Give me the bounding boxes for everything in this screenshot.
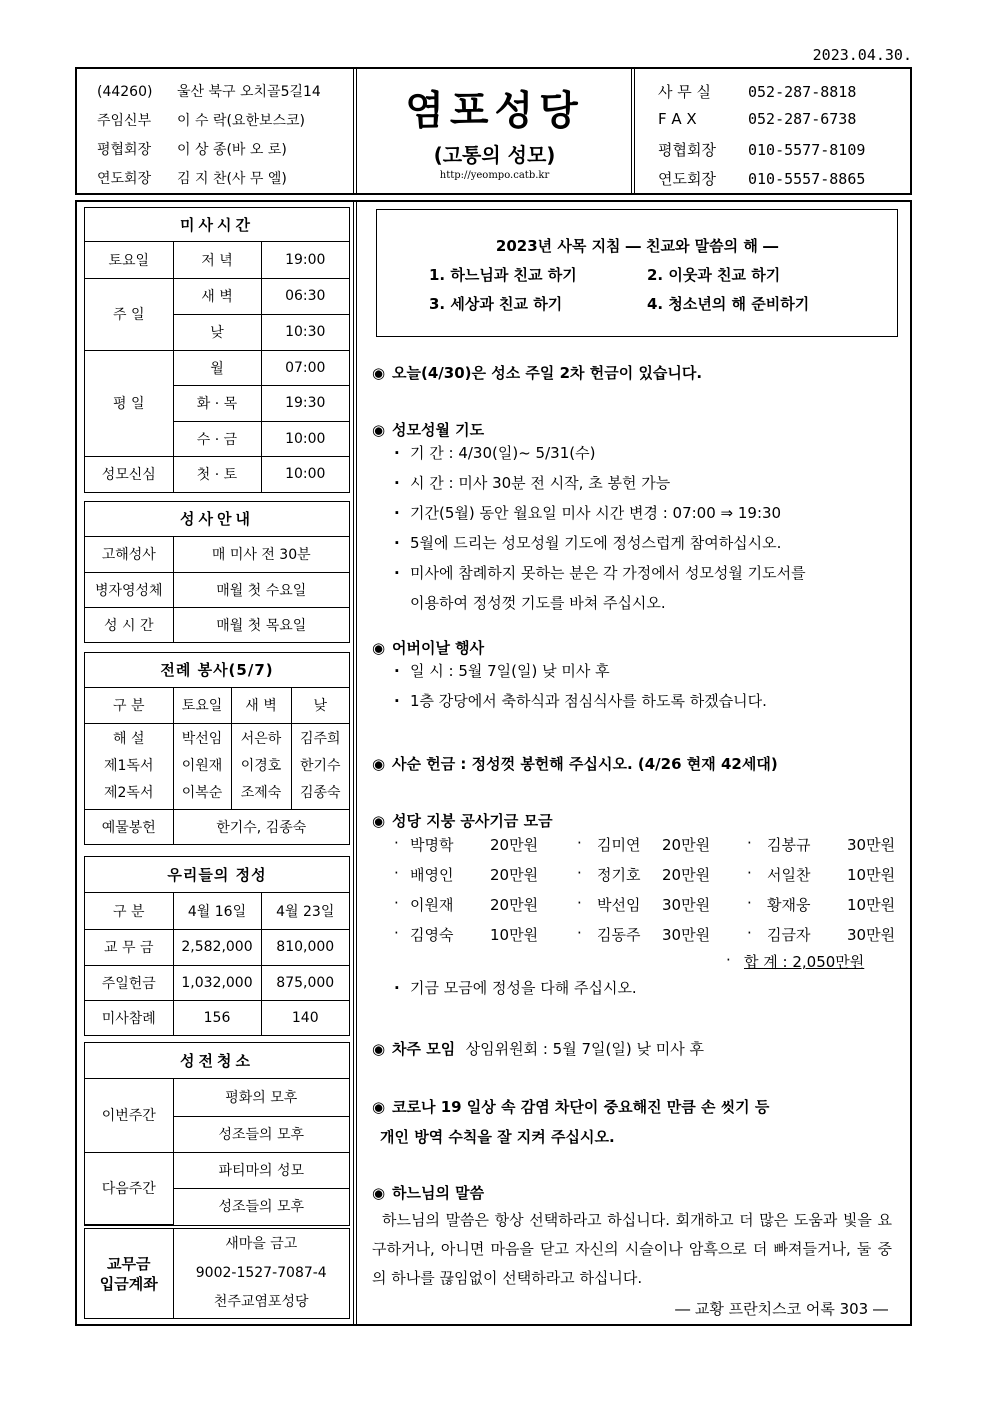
notice-lent-offering: ◉ 사순 헌금 : 정성껏 봉헌해 주십시오. (4/26 현재 42세대) [372, 755, 778, 773]
bullet-icon: ◉ [372, 421, 386, 439]
pastoral-directive-box [376, 209, 898, 337]
table-row: 미사참례 156 140 [85, 1000, 349, 1035]
table-row: 낮 10:30 [85, 314, 349, 350]
notice-word-of-god: ◉ 하느님의 말씀 [372, 1184, 485, 1202]
donor-row: · 박명학 20만원 · 김미연 20만원 · 김봉규 30만원 [394, 834, 896, 854]
council-president-row: 평협회장 이 상 종(바 오 로) [97, 142, 287, 158]
bulletin-header [75, 67, 912, 195]
office-phone-row: 사 무 실 052-287-8818 [658, 83, 857, 101]
liturgy-title: 전례 봉사(5/7) [85, 653, 349, 688]
notice-roof-fund: ◉ 성당 지붕 공사기금 모금 · 박명학 20만원 · 김미연 20만원 · 김봉규 30만원 · 배영인 20만원 · 정기호 20만원 · 서일찬 10만원 · 이원재 20만원 · 박선임 30만원 · 황재웅 10만원 · 김영숙 10만원 · 김동주 30만원 · 김금자 30만원 · 합 계 : 2,050만원 · 기금 모금에 정성을 다해 주십시오. [372, 810, 912, 1003]
funeral-president-row: 연도회장 김 지 찬(사 무 엘) [97, 171, 287, 187]
directive-goal-2: 2. 이웃과 친교 하기 [647, 266, 781, 284]
mass-times-table [85, 242, 349, 492]
donor-row: · 이원재 20만원 · 박선임 30만원 · 황재웅 10만원 [394, 894, 896, 914]
list-item: 이용하여 정성껏 기도를 바쳐 주십시오. [410, 594, 666, 612]
donor-row: · 배영인 20만원 · 정기호 20만원 · 서일찬 10만원 [394, 864, 896, 884]
sacraments-title: 성사안내 [85, 502, 349, 537]
directive-goal-4: 4. 청소년의 해 준비하기 [647, 295, 810, 313]
bullet-icon: ◉ [372, 1040, 386, 1058]
cleaning-box [84, 1042, 350, 1226]
liturgy-table [85, 688, 349, 844]
mass-times-box [84, 207, 350, 493]
fax-row: F A X 052-287-6738 [658, 110, 857, 128]
bullet-icon: ◉ [372, 755, 386, 773]
notice-parents-day: ◉ 어버이날 행사 · 일 시 : 5월 7일(일) 낮 미사 후 · 1층 강당에서 축하식과 점심식사를 하도록 하겠습니다. [372, 637, 912, 716]
donor-total-row: · 합 계 : 2,050만원 [726, 951, 865, 971]
notice-marian-month: ◉ 성모성월 기도 · 기 간 : 4/30(일)~ 5/31(수) · 시 간 : 미사 30분 전 시작, 초 봉헌 가능 · 기간(5월) 동안 월요일 미사 시간 변경 : 07:00 ⇒ 19:30 · 5월에 드리는 성모성월 기도에 정성스럽게 참여하십시오. · 미사에 참례하지 못하는 분은 각 가정에서 성모성월 기도서를 이용하여 정성껏 기도를 바쳐 주십시오. [372, 419, 912, 618]
table-row: 성모신심 첫 · 토 10:00 [85, 456, 349, 492]
table-row: 성조들의 모후 [85, 1116, 349, 1152]
table-row: 성 시 간 매월 첫 목요일 [85, 607, 349, 642]
right-column [358, 202, 910, 1324]
directive-goal-3: 3. 세상과 친교 하기 [429, 295, 563, 313]
list-item: · 기 간 : 4/30(일)~ 5/31(수) [372, 438, 912, 468]
donation-total: 합 계 : 2,050만원 [744, 953, 865, 971]
table-row: 해 설 제1독서 제2독서 박선임 이원재 이복순 서은하 이경호 조제숙 김주희 한기수 김종숙 [85, 723, 349, 809]
bullet-icon: ◉ [372, 1184, 386, 1202]
word-of-god-text: 하느님의 말씀은 항상 선택하라고 하십니다. 회개하고 더 많은 도움과 빛을 요구하거나, 아니면 마음을 닫고 자신의 시슬이나 암흑으로 더 빠져들거나, 둘 중의 하나를 끊임없이 선택하라고 하십니다. [372, 1211, 892, 1287]
donor-row: · 김영숙 10만원 · 김동주 30만원 · 김금자 30만원 [394, 924, 896, 944]
table-row: 이번주간 평화의 모후 [85, 1079, 349, 1116]
liturgy-box [84, 652, 350, 845]
table-row: 평 일 월 07:00 [85, 350, 349, 385]
bullet-icon: ◉ [372, 812, 386, 830]
address-row: (44260) 울산 북구 오치골5길14 [97, 84, 321, 100]
parish-info [77, 69, 354, 193]
table-row: 구 분 토요일 새 벽 낮 [85, 688, 349, 723]
table-row: 고해성사 매 미사 전 30분 [85, 537, 349, 572]
church-patron: (고통의 성모) [433, 143, 556, 167]
table-row: 예물봉헌 한기수, 김종숙 [85, 809, 349, 844]
notice-covid: ◉ 코로나 19 일상 속 감염 차단이 중요해진 만큼 손 씻기 등 개인 방역 수칙을 잘 지켜 주십시오. [372, 1098, 770, 1146]
directive-goal-1: 1. 하느님과 친교 하기 [429, 266, 577, 284]
list-item: · 1층 강당에서 축하식과 점심식사를 하도록 하겠습니다. [372, 686, 912, 716]
list-item: · 5월에 드리는 성모성월 기도에 정성스럽게 참여하십시오. [372, 528, 912, 558]
sacraments-table [85, 537, 349, 642]
contact-info [636, 69, 910, 193]
account-box [84, 1228, 350, 1319]
list-item: · 기금 모금에 정성을 다해 주십시오. [372, 973, 912, 1003]
table-row: 다음주간 파티마의 성모 [85, 1152, 349, 1188]
table-row: 토요일 저 녁 19:00 [85, 242, 349, 278]
table-row: 주일헌금 1,032,000 875,000 [85, 965, 349, 1000]
table-row: 구 분 4월 16일 4월 23일 [85, 893, 349, 929]
directive-title: 2023년 사목 지침 ― 친교와 말씀의 해 ― [495, 237, 779, 255]
finances-title: 우리들의 정성 [85, 857, 349, 893]
mass-times-title: 미사시간 [85, 208, 349, 242]
bullet-icon: ◉ [372, 1098, 386, 1116]
list-item: · 기간(5월) 동안 월요일 미사 시간 변경 : 07:00 ⇒ 19:30 [372, 498, 912, 528]
church-title-block [358, 69, 632, 193]
notice-next-meeting: ◉ 차주 모임 상임위원회 : 5월 7일(일) 낮 미사 후 [372, 1040, 704, 1058]
table-row: 화 · 목 19:30 [85, 385, 349, 421]
table-row: 주 일 새 벽 06:30 [85, 278, 349, 314]
bullet-icon: ◉ [372, 639, 386, 657]
finances-box [84, 856, 350, 1036]
cleaning-table [85, 1079, 349, 1225]
funeral-phone-row: 연도회장 010-5557-8865 [658, 170, 866, 188]
issue-date: 2023.04.30. [812, 46, 912, 64]
left-column [77, 202, 354, 1324]
notice-vocation-sunday: ◉ 오늘(4/30)은 성소 주일 2차 헌금이 있습니다. [372, 364, 703, 382]
table-row: 교 무 금 2,582,000 810,000 [85, 929, 349, 965]
table-row: 성조들의 모후 [85, 1188, 349, 1224]
table-row: 수 · 금 10:00 [85, 421, 349, 456]
pastor-row: 주임신부 이 수 락(요한보스코) [97, 113, 306, 129]
cleaning-title: 성전청소 [85, 1043, 349, 1079]
list-item: · 시 간 : 미사 30분 전 시작, 초 봉헌 가능 [372, 468, 912, 498]
council-phone-row: 평협회장 010-5577-8109 [658, 141, 866, 159]
word-of-god-source: ― 교황 프란치스코 어록 303 ― [675, 1300, 888, 1318]
table-row: 교무금 입금계좌 새마을 금고 9002-1527-7087-4 천주교염포성당 [85, 1229, 349, 1318]
table-row: 병자영성체 매월 첫 수요일 [85, 572, 349, 607]
finances-table [85, 893, 349, 1035]
list-item: · 일 시 : 5월 7일(일) 낮 미사 후 [372, 656, 912, 686]
bulletin-body [75, 200, 912, 1326]
church-url[interactable]: http://yeompo.catb.kr [439, 170, 550, 181]
sacraments-box [84, 501, 350, 643]
list-item: · 미사에 참례하지 못하는 분은 각 가정에서 성모성월 기도서를 [372, 558, 912, 588]
account-table [85, 1229, 349, 1318]
bullet-icon: ◉ [372, 364, 386, 382]
church-name: 염포성당 [405, 88, 584, 134]
